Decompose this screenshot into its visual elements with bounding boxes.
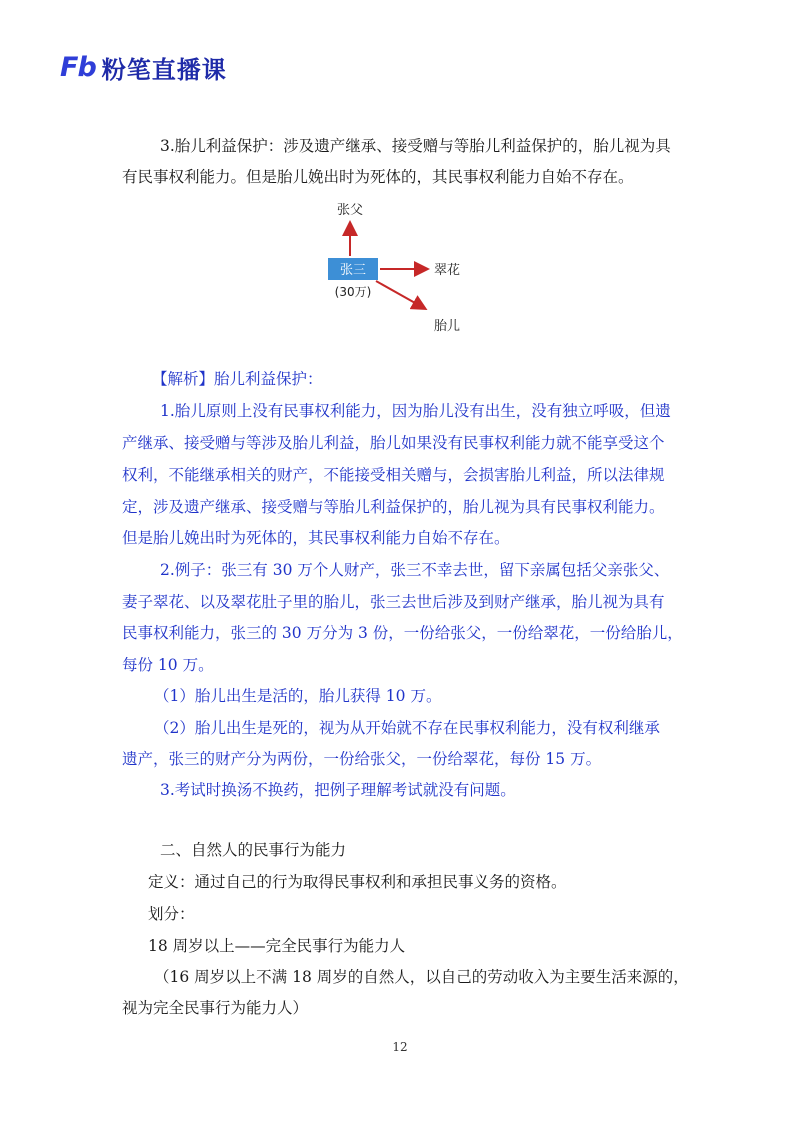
section2-heading: 二、自然人的民事行为能力 [160,841,347,859]
section2-line-1: 定义：通过自己的行为取得民事权利和承担民事义务的资格。 [148,873,567,891]
analysis-line-6: 2.例子：张三有 30 万个人财产，张三不幸去世，留下亲属包括父亲张父、 [160,561,670,579]
intro-line-2: 有民事权利能力。但是胎儿娩出时为死体的，其民事权利能力自始不存在。 [122,168,634,186]
analysis-line-8: 民事权利能力，张三的 30 万分为 3 份，一份给张父，一份给翠花，一份给胎儿， [122,624,683,642]
brand-logo [60,52,227,82]
section2-line-5: 视为完全民事行为能力人） [122,999,309,1017]
section2-line-3: 18 周岁以上——完全民事行为能力人 [148,937,406,955]
logo-mark: Fb [60,51,96,83]
analysis-line-9: 每份 10 万。 [122,656,214,674]
diagram-down-label: 胎儿 [434,319,461,334]
arrow-down [376,281,424,308]
section2-line-4: （16 周岁以上不满 18 周岁的自然人，以自己的劳动收入为主要生活来源的， [154,968,689,986]
intro-line-1: 3.胎儿利益保护：涉及遗产继承、接受赠与等胎儿利益保护的，胎儿视为具 [160,137,671,155]
page-number: 12 [392,1040,408,1054]
analysis-line-3: 权利，不能继承相关的财产，不能接受相关赠与，会损害胎儿利益，所以法律规 [122,466,665,484]
analysis-line-4: 定，涉及遗产继承、接受赠与等胎儿利益保护的，胎儿视为具有民事权利能力。 [122,498,665,516]
inheritance-diagram [320,198,480,338]
analysis-line-13: 3.考试时换汤不换药，把例子理解考试就没有问题。 [160,781,516,799]
diagram-center-label: 张三 [339,263,367,278]
diagram-right-label: 翠花 [434,263,461,278]
analysis-line-12: 遗产，张三的财产分为两份，一份给张父，一份给翠花，每份 15 万。 [122,750,602,768]
logo-text: 粉笔直播课 [101,55,227,84]
analysis-line-7: 妻子翠花、以及翠花肚子里的胎儿，张三去世后涉及到财产继承，胎儿视为具有 [122,593,665,611]
analysis-line-11: （2）胎儿出生是死的，视为从开始就不存在民事权利能力，没有权利继承 [154,719,660,737]
diagram-center-sub: (30万) [334,285,372,299]
section2-line-2: 划分： [148,905,195,923]
analysis-line-1: 1.胎儿原则上没有民事权利能力，因为胎儿没有出生，没有独立呼吸，但遗 [160,402,671,420]
analysis-line-5: 但是胎儿娩出时为死体的，其民事权利能力自始不存在。 [122,529,510,547]
analysis-line-2: 产继承、接受赠与等涉及胎儿利益，胎儿如果没有民事权利能力就不能享受这个 [122,434,665,452]
diagram-up-label: 张父 [336,203,364,218]
analysis-title: 【解析】胎儿利益保护： [152,370,323,388]
analysis-line-10: （1）胎儿出生是活的，胎儿获得 10 万。 [154,687,442,705]
